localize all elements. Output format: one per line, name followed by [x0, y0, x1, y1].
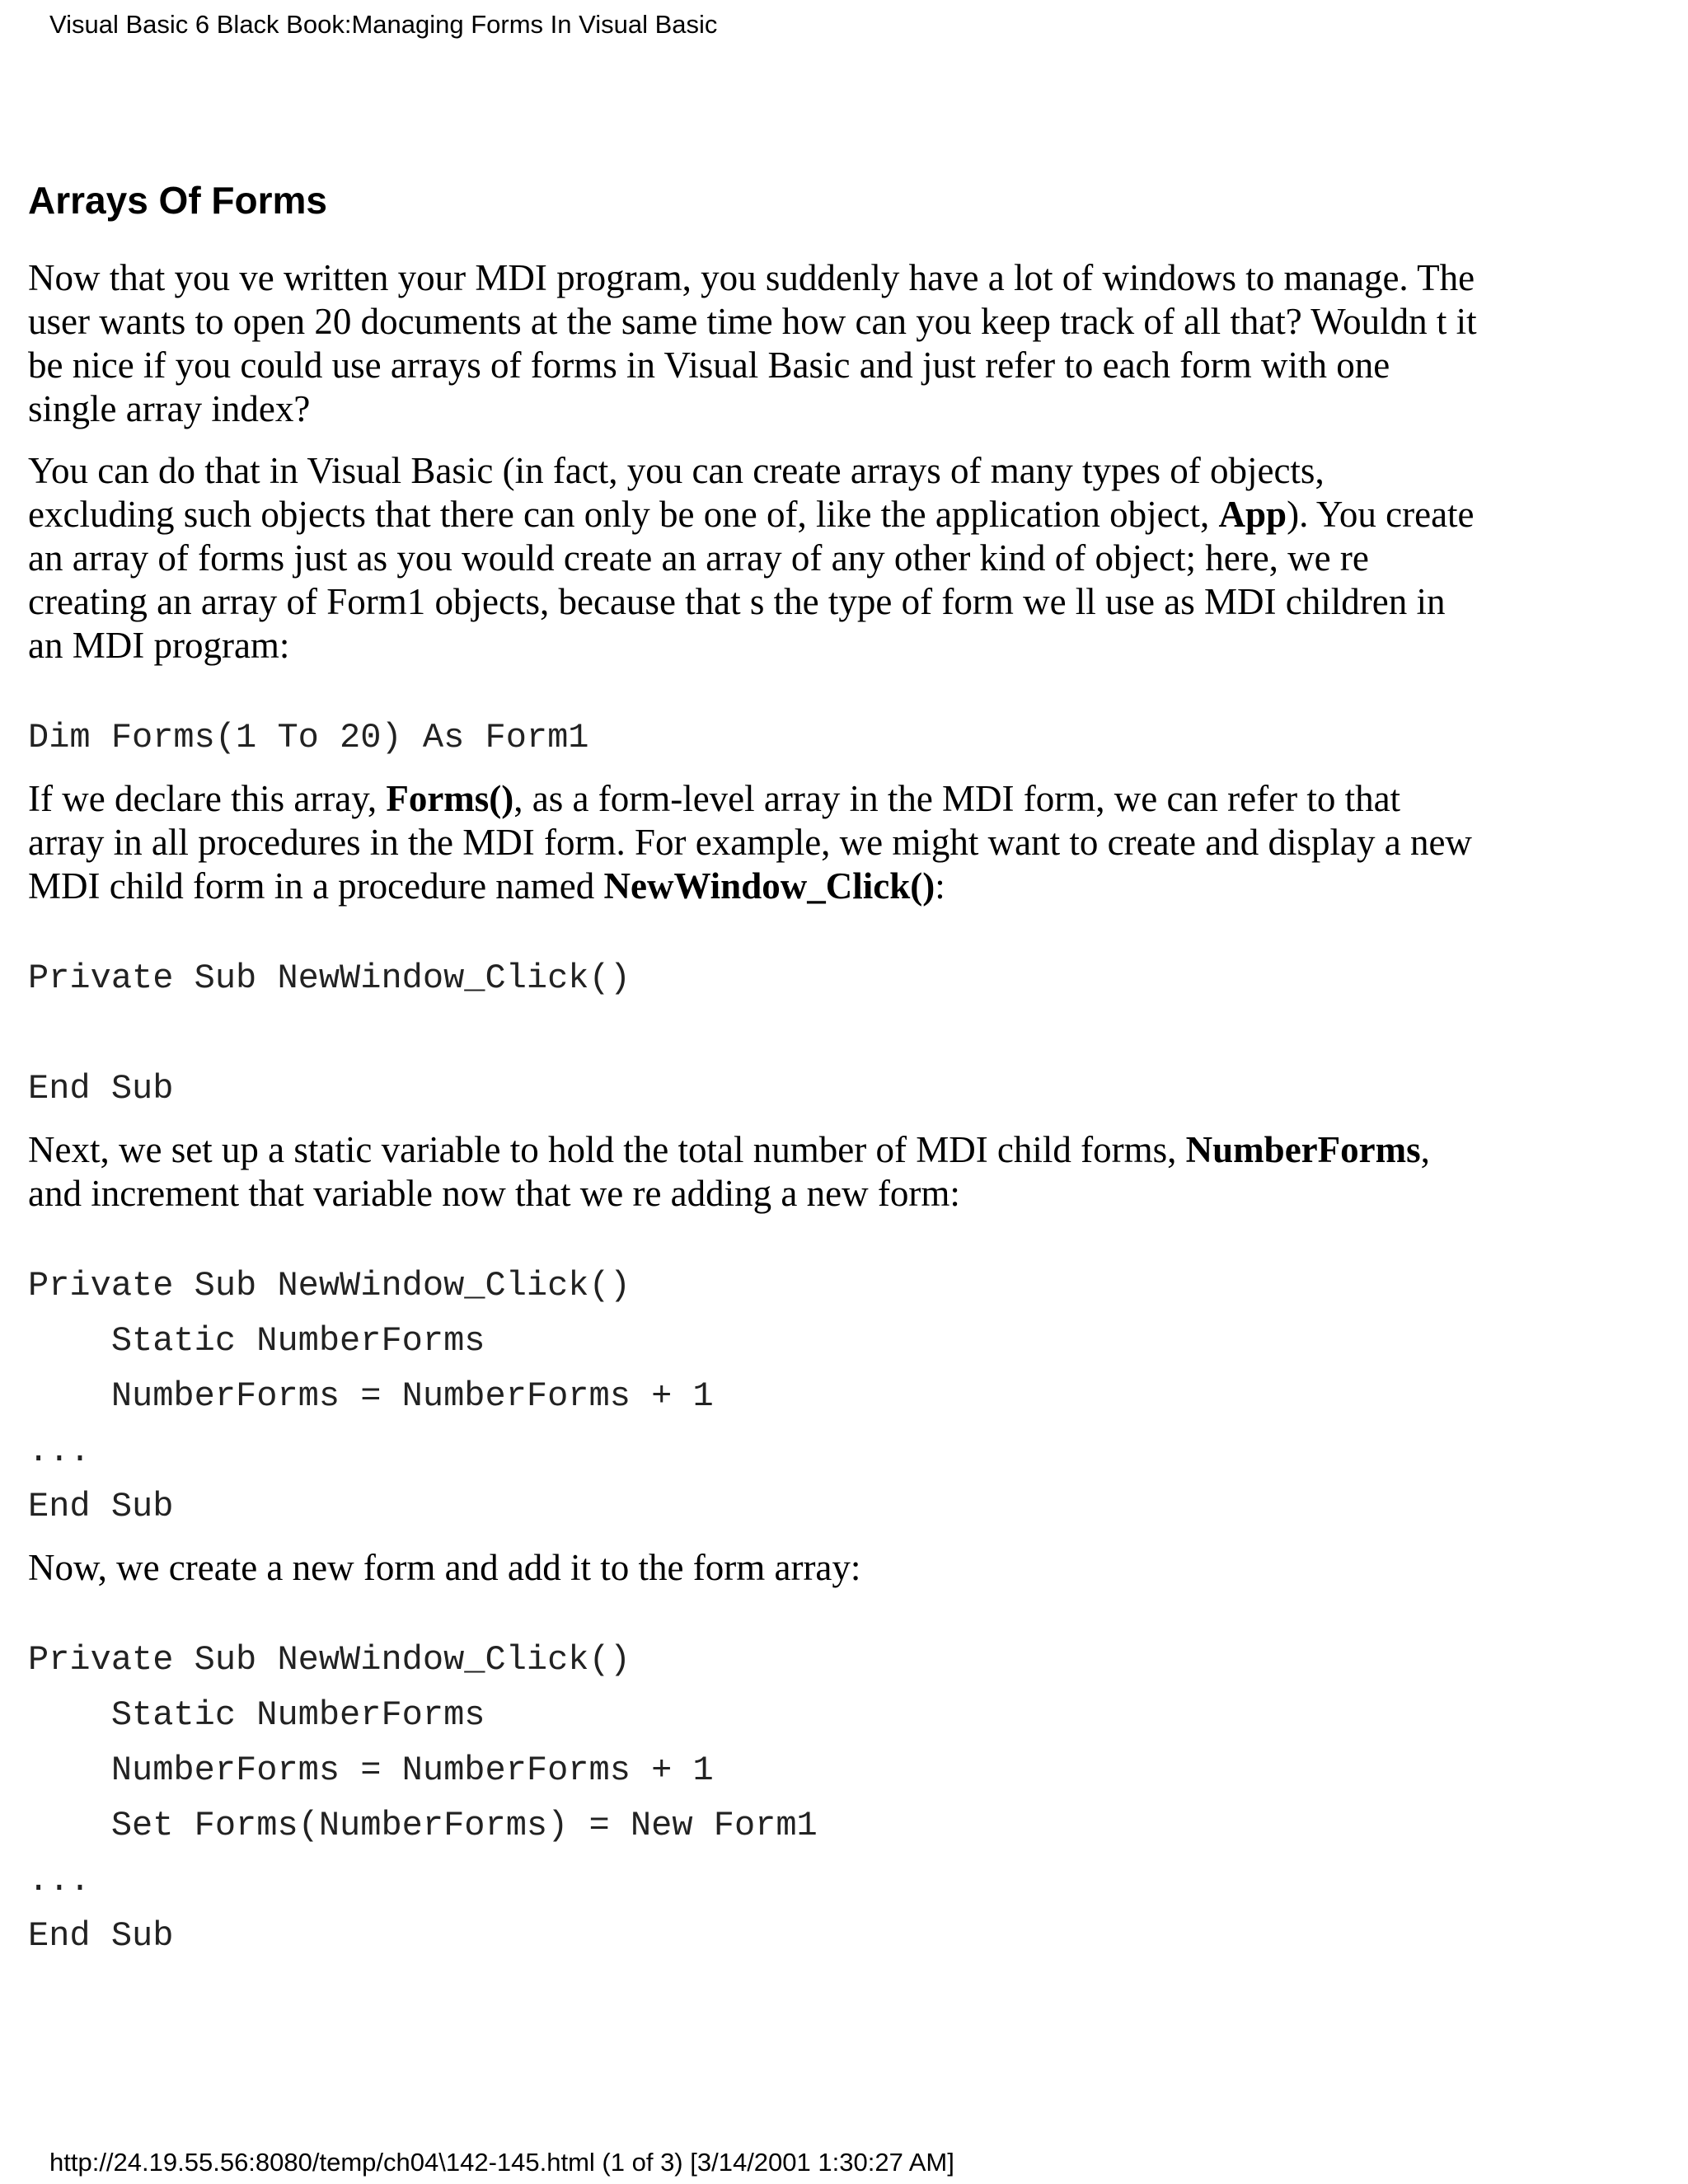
paragraph-text: ). You create an array of forms just as you would create an array of any other kind of object; here, we re creating an array of Form1 objects, because that s the type of form we ll use as MDI children in an MDI program:: [28, 494, 1475, 666]
paragraph-text: , and increment that variable now that we re adding a new form:: [28, 1129, 1430, 1214]
paragraph-intro: Now that you ve written your MDI program, you suddenly have a lot of windows to manage. The user wants to open 20 documents at the same time how can you keep track of all that? Wouldn t it be nice if you could use arrays of forms in Visual Basic and just refer to each form with one single array index?: [28, 257, 1477, 429]
code-block-create-form: [28, 1633, 1479, 1964]
bold-term-numberforms: NumberForms: [1185, 1129, 1421, 1170]
code-ellipsis: ...: [28, 1432, 91, 1471]
code-line: End Sub: [28, 1916, 174, 1956]
code-line: Private Sub NewWindow_Click(): [28, 1640, 631, 1680]
code-line: NumberForms = NumberForms + 1: [28, 1750, 714, 1790]
code-line: End Sub: [28, 1069, 174, 1108]
bold-term-newwindow-click: NewWindow_Click(): [603, 865, 935, 907]
code-blank-line: [28, 1006, 1479, 1062]
bold-term-app: App: [1218, 494, 1287, 535]
code-block-increment: [28, 1258, 1479, 1535]
code-block-empty-sub: [28, 951, 1479, 1117]
page-footer-url: http://24.19.55.56:8080/temp/ch04\142-145.html (1 of 3) [3/14/2001 1:30:27 AM]: [49, 2148, 954, 2177]
code-line: Set Forms(NumberForms) = New Form1: [28, 1806, 818, 1845]
code-line: End Sub: [28, 1487, 174, 1526]
code-block-declare: [28, 710, 1479, 766]
code-line: Static NumberForms: [28, 1695, 485, 1735]
code-line: Private Sub NewWindow_Click(): [28, 1266, 631, 1305]
code-line: NumberForms = NumberForms + 1: [28, 1376, 714, 1416]
paragraph-form-level-array: [28, 777, 1479, 908]
paragraph-text: You can do that in Visual Basic (in fact, you can create arrays of many types of objects, excluding such objects that there can only be one of, like the application object,: [28, 450, 1325, 535]
code-line: Static NumberForms: [28, 1321, 485, 1361]
paragraph-text: :: [935, 865, 945, 907]
paragraph-text: Next, we set up a static variable to hold the total number of MDI child forms,: [28, 1129, 1186, 1170]
section-heading: Arrays Of Forms: [28, 179, 328, 222]
paragraph-arrays-explanation: [28, 449, 1479, 668]
page-header-title: Visual Basic 6 Black Book:Managing Forms In Visual Basic: [49, 10, 718, 39]
bold-term-forms: Forms(): [386, 778, 514, 819]
code-line: Private Sub NewWindow_Click(): [28, 958, 631, 998]
paragraph-text: , as a form-level array in the MDI form, we can refer to that array in all procedures in the MDI form. For example, we might want to create and display a new MDI child form in a procedure named: [28, 778, 1472, 907]
paragraph-create-form: Now, we create a new form and add it to the form array:: [28, 1547, 861, 1588]
paragraph-static-variable: [28, 1128, 1479, 1216]
code-line: Dim Forms(1 To 20) As Form1: [28, 718, 589, 757]
code-ellipsis: ...: [28, 1861, 91, 1900]
paragraph-text: If we declare this array,: [28, 778, 387, 819]
document-body: [28, 177, 1479, 1975]
